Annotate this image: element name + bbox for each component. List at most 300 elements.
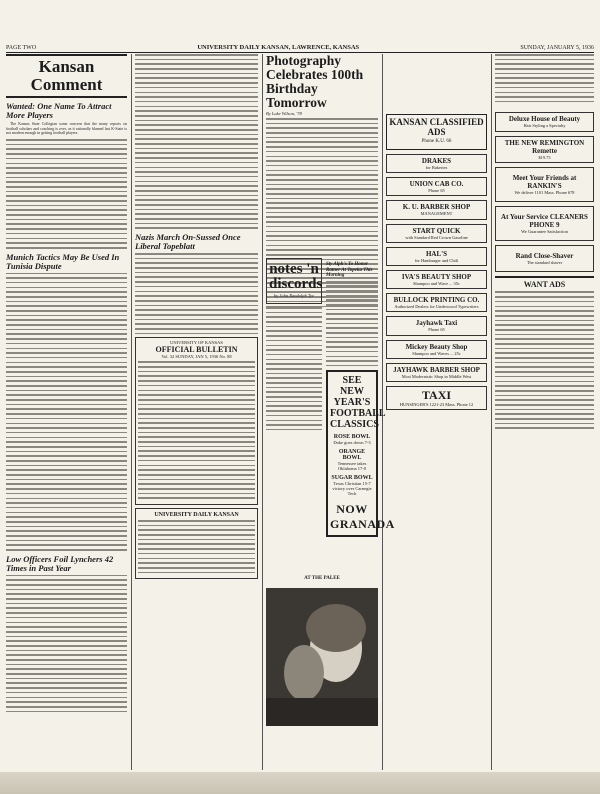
text-line <box>6 687 127 689</box>
text-line <box>6 329 127 331</box>
text-line <box>138 366 255 368</box>
text-line <box>6 460 127 462</box>
text-line <box>326 299 378 301</box>
text-line <box>135 92 258 94</box>
text-line <box>138 436 255 438</box>
text-line <box>266 415 322 417</box>
text-line <box>138 432 255 434</box>
text-line <box>6 483 127 485</box>
byline: By Lake Wilson, '78 <box>266 111 302 116</box>
text-line <box>135 309 258 311</box>
text-line <box>135 82 258 84</box>
text-line <box>135 138 258 140</box>
text-line <box>326 313 378 315</box>
text-line <box>138 385 255 387</box>
text-line <box>6 701 127 703</box>
football-classics-ad <box>326 370 395 537</box>
photo-caption-title: AT THE PALEE <box>304 576 340 581</box>
text-line <box>266 156 378 158</box>
text-line <box>495 366 594 368</box>
text-line <box>138 380 255 382</box>
ad-name: Rand Close-Shaver <box>515 252 574 261</box>
notes-body <box>266 307 322 430</box>
text-line <box>266 118 378 120</box>
text-line <box>6 324 127 326</box>
text-line <box>6 418 127 420</box>
text-line <box>495 427 594 429</box>
issue-date: SUNDAY, JANUARY 5, 1936 <box>520 45 594 51</box>
ad-name: TAXI <box>421 388 452 403</box>
text-line <box>6 385 127 387</box>
ad-ku-barber[interactable] <box>386 200 487 219</box>
ad-name: START QUICK <box>412 226 461 235</box>
ad-cleaners[interactable] <box>495 206 594 241</box>
ad-jayhawk-barber[interactable] <box>386 363 487 382</box>
ad-name: HAL'S <box>425 249 447 258</box>
text-line <box>138 422 255 424</box>
text-line <box>6 301 127 303</box>
text-line <box>6 612 127 614</box>
text-line <box>135 129 258 131</box>
column-rule <box>491 54 492 770</box>
text-line <box>138 446 255 448</box>
text-line <box>6 507 127 509</box>
text-line <box>6 394 127 396</box>
text-line <box>495 338 594 340</box>
text-line <box>6 139 127 141</box>
ad-name: At Your Service CLEANERS PHONE 9 <box>501 213 588 230</box>
text-line <box>266 368 322 370</box>
ad-sub: Authorized Dealers for Underwood Typewriters <box>394 304 479 310</box>
text-line <box>6 711 127 713</box>
text-line <box>138 441 255 443</box>
text-line <box>135 120 258 122</box>
text-line <box>6 659 127 661</box>
text-line <box>135 143 258 145</box>
text-line <box>6 516 127 518</box>
ad-name: Deluxe House of Beauty <box>508 115 581 124</box>
text-line <box>6 287 127 289</box>
ad-sub: We deliver 1101 Mass. Phone 678 <box>514 189 575 195</box>
text-line <box>266 254 378 256</box>
text-line <box>6 678 127 680</box>
text-line <box>326 318 378 320</box>
text-line <box>6 333 127 335</box>
editorial-body <box>6 273 127 551</box>
text-line <box>6 650 127 652</box>
text-line <box>6 640 127 642</box>
text-line <box>495 73 594 75</box>
text-line <box>495 352 594 354</box>
text-line <box>6 376 127 378</box>
text-line <box>6 446 127 448</box>
text-line <box>6 214 127 216</box>
text-line <box>135 204 258 206</box>
ad-sub: Hair Styling a Specialty <box>523 123 566 129</box>
text-line <box>135 209 258 211</box>
text-line <box>6 242 127 244</box>
text-line <box>495 395 594 397</box>
feature-headline: Photography Celebrates 100th Birthday Tomorrow <box>266 53 364 110</box>
text-line <box>138 572 255 574</box>
text-line <box>135 333 258 335</box>
text-line <box>6 622 127 624</box>
notes-n-discords-box <box>266 258 322 304</box>
text-line <box>266 174 378 176</box>
text-line <box>326 351 378 353</box>
text-line <box>6 455 127 457</box>
text-line <box>266 245 378 247</box>
text-line <box>6 593 127 595</box>
text-line <box>266 226 378 228</box>
text-line <box>495 310 594 312</box>
text-line <box>266 312 322 314</box>
text-line <box>138 539 255 541</box>
text-line <box>138 455 255 457</box>
text-line <box>6 664 127 666</box>
ad-name: K. U. BARBER SHOP <box>402 203 471 212</box>
ad-drakes[interactable] <box>386 154 487 173</box>
text-line <box>135 171 258 173</box>
news-column <box>135 54 258 770</box>
text-line <box>135 195 258 197</box>
ad-sub: with Standard Red Crown Gasoline <box>405 234 468 240</box>
text-line <box>135 276 258 278</box>
ad-name: DRAKES <box>421 157 452 165</box>
text-line <box>266 240 378 242</box>
text-line <box>495 68 594 70</box>
text-line <box>135 323 258 325</box>
ad-bullock[interactable] <box>386 293 487 312</box>
text-line <box>266 212 378 214</box>
text-line <box>266 170 378 172</box>
text-line <box>138 375 255 377</box>
text-line <box>138 427 255 429</box>
text-line <box>266 316 322 318</box>
text-line <box>6 441 127 443</box>
article-body <box>135 253 258 334</box>
ad-name: Meet Your Friends at RANKIN'S <box>512 173 577 190</box>
text-line <box>135 218 258 220</box>
notes-column <box>266 258 322 438</box>
text-line <box>6 579 127 581</box>
text-line <box>6 277 127 279</box>
top-article-body <box>495 54 594 102</box>
text-line <box>495 348 594 350</box>
text-line <box>266 387 322 389</box>
text-line <box>326 304 378 306</box>
text-line <box>135 87 258 89</box>
text-line <box>495 343 594 345</box>
text-line <box>6 380 127 382</box>
text-line <box>6 348 127 350</box>
text-line <box>495 296 594 298</box>
editorial-headline: Wanted: One Name To Attract More Players <box>6 101 112 120</box>
games-title: SEE NEW YEAR'S FOOTBALL CLASSICS <box>330 375 386 430</box>
side-body <box>326 281 378 367</box>
text-line <box>6 413 127 415</box>
text-line <box>135 286 258 288</box>
text-line <box>138 450 255 452</box>
text-line <box>6 526 127 528</box>
ad-sub: HUNSINGER'S 1221-23 Mass. Phone 12 <box>399 402 474 408</box>
text-line <box>326 295 378 297</box>
ad-taxi[interactable] <box>386 386 487 410</box>
text-line <box>266 160 378 162</box>
text-line <box>266 165 378 167</box>
text-line <box>326 332 378 334</box>
text-line <box>266 373 322 375</box>
text-line <box>135 291 258 293</box>
editorial-column <box>6 54 127 770</box>
text-line <box>138 399 255 401</box>
text-line <box>266 429 322 431</box>
text-line <box>326 327 378 329</box>
text-line <box>135 152 258 154</box>
text-line <box>266 123 378 125</box>
text-line <box>495 306 594 308</box>
text-line <box>138 469 255 471</box>
text-line <box>135 124 258 126</box>
ad-sub: MANAGEMENT <box>420 211 453 217</box>
text-line <box>266 235 378 237</box>
text-line <box>135 227 258 229</box>
text-line <box>135 190 258 192</box>
text-line <box>6 338 127 340</box>
text-line <box>326 360 378 362</box>
text-line <box>266 207 378 209</box>
text-line <box>138 371 255 373</box>
text-line <box>6 673 127 675</box>
text-line <box>266 193 378 195</box>
text-line <box>326 285 378 287</box>
text-line <box>135 77 258 79</box>
bowl-name: ROSE BOWL <box>333 434 371 440</box>
side-headline: Sty Alph's To Honor Ratner At Topeka This Morning <box>326 262 373 278</box>
text-line <box>138 460 255 462</box>
text-line <box>135 148 258 150</box>
ad-sub: Phone 65 <box>428 188 445 194</box>
text-line <box>6 247 127 249</box>
text-line <box>6 209 127 211</box>
text-line <box>6 645 127 647</box>
ad-sub: Shampoo and Wave ... 35c <box>413 281 460 287</box>
text-line <box>6 181 127 183</box>
text-line <box>135 134 258 136</box>
text-line <box>266 137 378 139</box>
text-line <box>495 413 594 415</box>
ad-name: THE NEW REMINGTON Remette <box>504 138 585 155</box>
text-line <box>495 96 594 98</box>
text-line <box>326 281 378 283</box>
text-line <box>266 401 322 403</box>
text-line <box>266 420 322 422</box>
text-line <box>6 172 127 174</box>
text-line <box>495 291 594 293</box>
text-line <box>266 410 322 412</box>
text-line <box>138 413 255 415</box>
text-line <box>6 549 127 551</box>
text-line <box>6 584 127 586</box>
text-line <box>138 497 255 499</box>
text-line <box>6 319 127 321</box>
ad-union-cab[interactable] <box>386 177 487 196</box>
text-line <box>135 267 258 269</box>
text-line <box>6 512 127 514</box>
ad-mickey[interactable] <box>386 340 487 359</box>
page-number: PAGE TWO <box>6 45 37 51</box>
ad-ivas[interactable] <box>386 270 487 289</box>
bulletin-volume: Vol. 32 SUNDAY, JAN 5, 1936 No. 88 <box>161 354 232 360</box>
text-line <box>6 598 127 600</box>
text-line <box>266 249 378 251</box>
text-line <box>495 324 594 326</box>
text-line <box>266 363 322 365</box>
text-line <box>6 465 127 467</box>
classified-column <box>386 54 487 770</box>
text-line <box>135 68 258 70</box>
text-line <box>266 396 322 398</box>
bowl-name: SUGAR BOWL <box>331 475 373 481</box>
text-line <box>138 465 255 467</box>
classified-header <box>386 114 487 150</box>
photo-illustration <box>266 588 378 726</box>
text-line <box>6 205 127 207</box>
text-line <box>6 408 127 410</box>
text-line <box>138 394 255 396</box>
text-line <box>6 315 127 317</box>
text-line <box>495 320 594 322</box>
text-line <box>326 341 378 343</box>
text-line <box>135 213 258 215</box>
text-line <box>135 314 258 316</box>
text-line <box>6 371 127 373</box>
text-line <box>326 346 378 348</box>
editorial-headline: Low Officers Foil Lynchers 42 Times in Past Year <box>6 553 114 573</box>
text-line <box>6 273 127 275</box>
text-line <box>495 418 594 420</box>
text-line <box>6 404 127 406</box>
text-line <box>495 404 594 406</box>
text-line <box>135 258 258 260</box>
text-line <box>6 617 127 619</box>
text-line <box>135 59 258 61</box>
text-line <box>266 151 378 153</box>
text-line <box>495 376 594 378</box>
text-line <box>6 607 127 609</box>
text-line <box>6 305 127 307</box>
text-line <box>266 184 378 186</box>
text-line <box>266 349 322 351</box>
staff-list <box>138 520 255 573</box>
text-line <box>495 409 594 411</box>
text-line <box>135 185 258 187</box>
text-line <box>6 177 127 179</box>
text-line <box>6 451 127 453</box>
ad-start-quick[interactable] <box>386 224 487 243</box>
text-line <box>266 231 378 233</box>
text-line <box>135 300 258 302</box>
text-line <box>6 362 127 364</box>
text-line <box>6 399 127 401</box>
ad-sub: We Guarantee Satisfaction <box>521 229 568 235</box>
text-line <box>138 543 255 545</box>
text-line <box>6 697 127 699</box>
text-line <box>135 54 258 56</box>
classified-title: KANSAN CLASSIFIED ADS <box>389 117 484 137</box>
movie-still-photo <box>266 588 378 726</box>
ad-sub: Most Modernistic Shop in Middle West <box>401 373 472 379</box>
text-line <box>135 106 258 108</box>
text-line <box>6 427 127 429</box>
text-line <box>6 530 127 532</box>
text-line <box>138 474 255 476</box>
paper-title: UNIVERSITY DAILY KANSAN, LAWRENCE, KANSAS <box>197 44 360 51</box>
text-line <box>6 238 127 240</box>
text-line <box>6 668 127 670</box>
ad-sub: Phone 65 <box>428 327 445 333</box>
ad-jayhawk-taxi[interactable] <box>386 316 487 335</box>
text-line <box>266 340 322 342</box>
text-line <box>266 127 378 129</box>
ad-hals[interactable] <box>386 247 487 266</box>
ad-name: BULLOCK PRINTING CO. <box>393 296 480 305</box>
text-line <box>266 179 378 181</box>
text-line <box>6 631 127 633</box>
bowl-score: Duke goes down 7-3 <box>333 440 371 445</box>
text-line <box>266 424 322 426</box>
ad-sub: for Bakeries <box>425 165 448 170</box>
text-line <box>135 167 258 169</box>
text-line <box>6 219 127 221</box>
ad-name: IVA'S BEAUTY SHOP <box>401 273 472 282</box>
text-line <box>326 356 378 358</box>
text-line <box>135 176 258 178</box>
staff-title: UNIVERSITY DAILY KANSAN <box>154 512 239 519</box>
text-line <box>135 319 258 321</box>
text-line <box>6 200 127 202</box>
ad-remington[interactable] <box>495 136 594 163</box>
text-line <box>135 253 258 255</box>
notes-title: notes 'n discords <box>269 261 323 292</box>
text-line <box>6 153 127 155</box>
text-line <box>6 682 127 684</box>
text-line <box>138 558 255 560</box>
text-line <box>495 54 594 56</box>
text-line <box>495 385 594 387</box>
text-line <box>6 423 127 425</box>
text-line <box>6 310 127 312</box>
text-line <box>135 110 258 112</box>
text-line <box>138 390 255 392</box>
text-line <box>6 469 127 471</box>
text-line <box>6 502 127 504</box>
want-ads-header: WANT ADS <box>495 276 594 291</box>
ad-rand-shaver[interactable] <box>495 245 594 272</box>
text-line <box>266 321 322 323</box>
ad-rankins[interactable] <box>495 167 594 202</box>
text-line <box>6 493 127 495</box>
text-line <box>6 636 127 638</box>
text-line <box>266 335 322 337</box>
text-line <box>138 408 255 410</box>
text-line <box>266 391 322 393</box>
text-line <box>266 382 322 384</box>
text-line <box>6 575 127 577</box>
ad-deluxe-beauty[interactable] <box>495 112 594 131</box>
text-line <box>266 330 322 332</box>
text-line <box>6 603 127 605</box>
